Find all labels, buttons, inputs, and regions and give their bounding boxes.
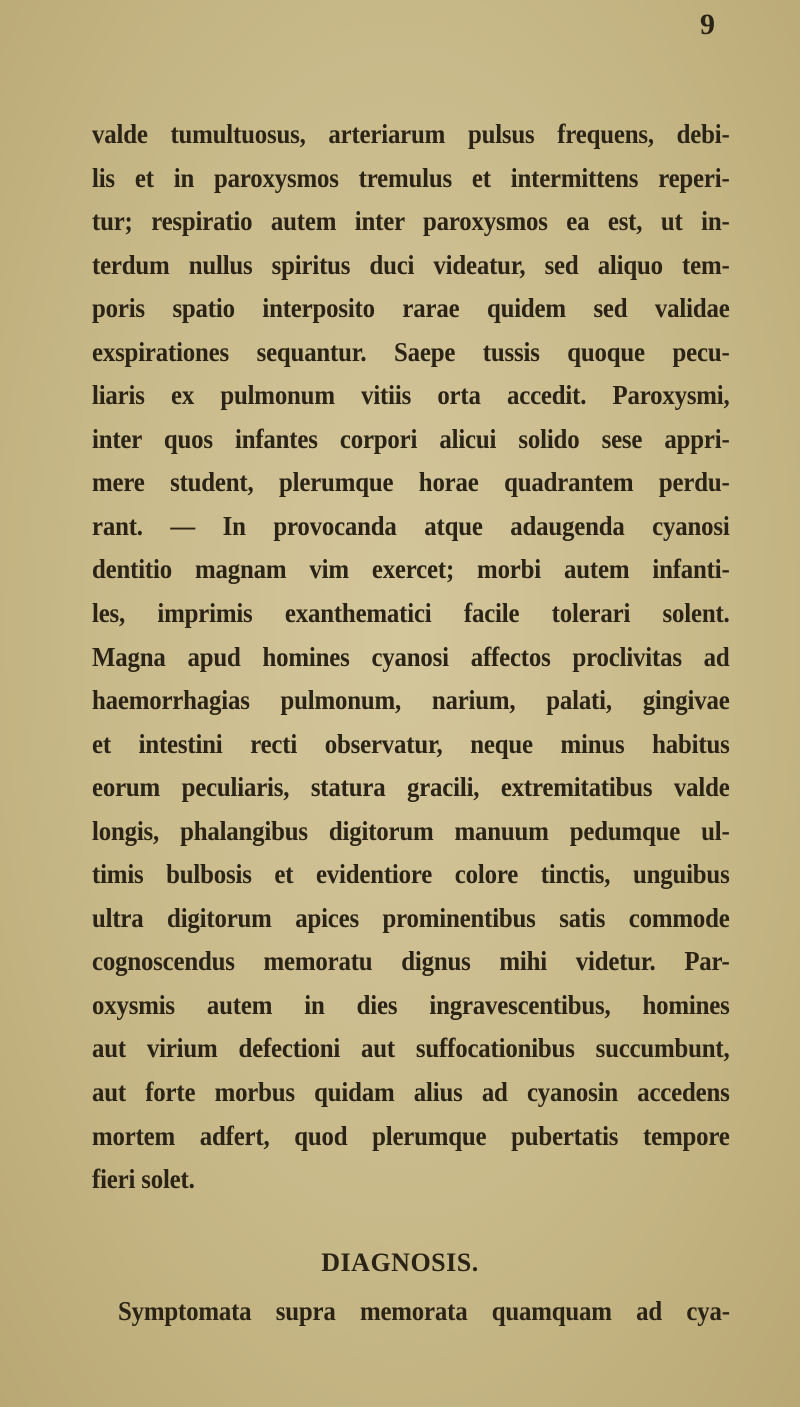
page-number: 9 bbox=[700, 8, 715, 41]
text-line: haemorrhagias pulmonum, narium, palati, gingivae bbox=[92, 685, 730, 716]
text-line: et intestini recti observatur, neque minus habitus bbox=[92, 728, 730, 759]
text-line: Magna apud homines cyanosi affectos proclivitas ad bbox=[92, 641, 730, 672]
text-line: mortem adfert, quod plerumque pubertatis tempore bbox=[92, 1120, 730, 1151]
text-line: rant. — In provocanda atque adaugenda cyanosi bbox=[92, 510, 730, 541]
text-line: dentitio magnam vim exercet; morbi autem infanti- bbox=[92, 554, 730, 585]
text-line: longis, phalangibus digitorum manuum pedumque ul- bbox=[92, 815, 730, 846]
section-heading: DIAGNOSIS. bbox=[321, 1248, 479, 1277]
text-line: eorum peculiaris, statura gracili, extremitatibus valde bbox=[92, 772, 730, 803]
paragraph-main bbox=[92, 113, 730, 1202]
text-line: inter quos infantes corpori alicui solido sese appri- bbox=[92, 423, 730, 454]
text-line: fieri solet. bbox=[92, 1164, 195, 1195]
text-line: les, imprimis exanthematici facile tolerari solent. bbox=[92, 598, 730, 629]
text-line: aut virium defectioni aut suffocationibus succumbunt, bbox=[92, 1033, 730, 1064]
text-line: lis et in paroxysmos tremulus et intermittens reperi- bbox=[92, 162, 730, 193]
text-line: terdum nullus spiritus duci videatur, sed aliquo tem- bbox=[92, 249, 730, 280]
text-line: cognoscendus memoratu dignus mihi videtur. Par- bbox=[92, 946, 730, 977]
text-line: liaris ex pulmonum vitiis orta accedit. Paroxysmi, bbox=[92, 380, 730, 411]
text-line: tur; respiratio autem inter paroxysmos ea est, ut in- bbox=[92, 206, 730, 237]
paragraph-diagnosis bbox=[118, 1290, 730, 1334]
text-line: oxysmis autem in dies ingravescentibus, homines bbox=[92, 989, 730, 1020]
text-line: timis bulbosis et evidentiore colore tinctis, unguibus bbox=[92, 859, 730, 890]
text-line: exspirationes sequantur. Saepe tussis quoque pecu- bbox=[92, 336, 730, 367]
text-line: aut forte morbus quidam alius ad cyanosin accedens bbox=[92, 1077, 730, 1108]
text-line: Symptomata supra memorata quamquam ad cya- bbox=[118, 1296, 730, 1326]
text-line: ultra digitorum apices prominentibus satis commode bbox=[92, 902, 730, 933]
text-line: poris spatio interposito rarae quidem sed validae bbox=[92, 293, 730, 324]
text-line: valde tumultuosus, arteriarum pulsus frequens, debi- bbox=[92, 119, 730, 149]
text-line: mere student, plerumque horae quadrantem perdu- bbox=[92, 467, 730, 498]
